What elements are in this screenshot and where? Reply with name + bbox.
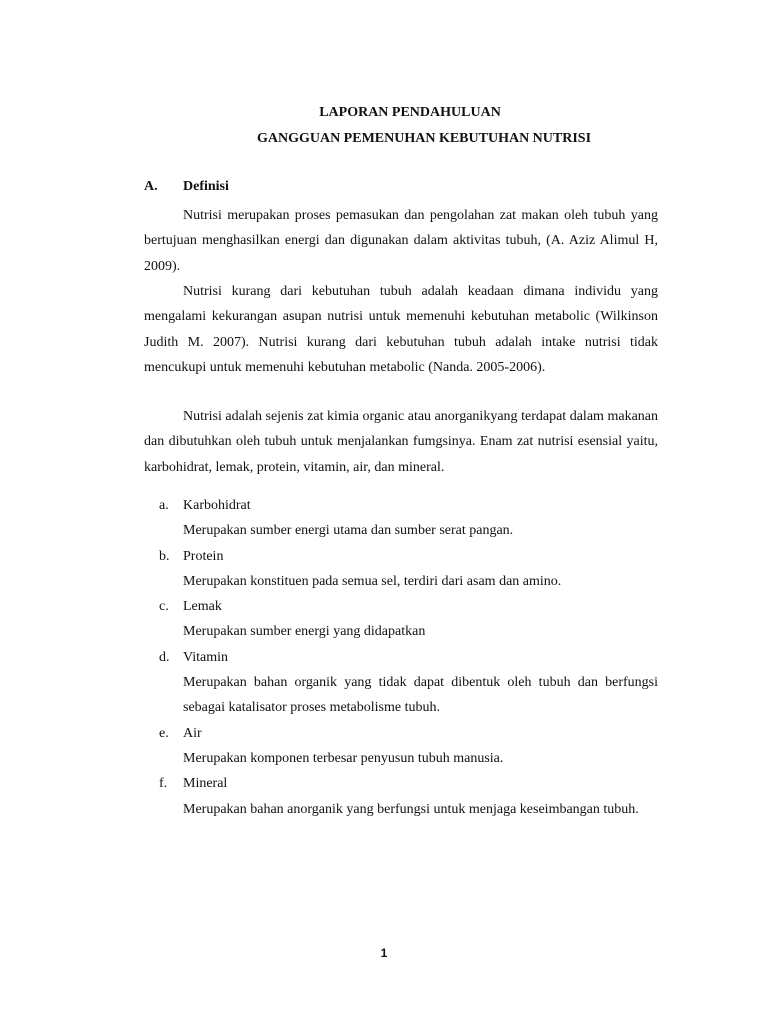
list-item-term: Karbohidrat (183, 498, 251, 513)
list-item-description: Merupakan bahan organik yang tidak dapat dibentuk oleh tubuh dan berfungsi sebagai katalisator proses metabolisme tubuh. (183, 675, 658, 716)
list-marker: a. (159, 498, 169, 513)
list-item-description: Merupakan konstituen pada semua sel, terdiri dari asam dan amino. (183, 573, 562, 589)
list-item-term: Vitamin (183, 649, 229, 665)
list-item-description: Merupakan sumber energi yang didapatkan (183, 624, 426, 640)
list-item (144, 771, 658, 822)
document-title: LAPORAN PENDAHULUAN (319, 105, 501, 120)
list-item-term: Protein (183, 548, 224, 564)
list-item (144, 544, 658, 595)
list-item (144, 594, 658, 645)
list-item-term: Air (183, 725, 202, 741)
list-marker: d. (159, 649, 170, 665)
page-number: 1 (380, 946, 388, 960)
list-marker: b. (159, 548, 170, 564)
list-marker: e. (159, 725, 169, 741)
list-item-description: Merupakan bahan anorganik yang berfungsi untuk menjaga keseimbangan tubuh. (183, 801, 639, 817)
list-item-description: Merupakan komponen terbesar penyusun tubuh manusia. (183, 750, 504, 766)
nutrient-list (144, 493, 658, 822)
list-item-term: Lemak (183, 599, 222, 615)
list-item (144, 493, 658, 544)
list-item (144, 721, 658, 772)
paragraph-2: Nutrisi kurang dari kebutuhan tubuh adalah keadaan dimana individu yang mengalami kekurangan asupan nutrisi untuk memenuhi kebutuhan metabolic (Wilkinson Judith M. 2007). Nutrisi kurang dari kebutuhan tubuh adalah intake nutrisi tidak mencukupi untuk memenuhi kebutuhan metabolic (Nanda. 2005-2006). (144, 284, 658, 375)
list-item-term: Mineral (183, 776, 228, 792)
section-letter: A. (144, 179, 158, 194)
document-subtitle: GANGGUAN PEMENUHAN KEBUTUHAN NUTRISI (256, 131, 592, 146)
list-marker: f. (159, 776, 168, 792)
list-item (144, 645, 658, 721)
list-item-description: Merupakan sumber energi utama dan sumber serat pangan. (183, 523, 514, 539)
section-heading: Definisi (183, 179, 229, 194)
paragraph-1: Nutrisi merupakan proses pemasukan dan pengolahan zat makan oleh tubuh yang bertujuan menghasilkan energi dan digunakan dalam aktivitas tubuh, (A. Aziz Alimul H, 2009). (144, 208, 658, 274)
paragraph-3: Nutrisi adalah sejenis zat kimia organic atau anorganikyang terdapat dalam makanan dan dibutuhkan oleh tubuh untuk menjalankan fumgsinya. Enam zat nutrisi esensial yaitu, karbohidrat, lemak, protein, vitamin, air, dan mineral. (144, 409, 658, 475)
list-marker: c. (159, 599, 169, 615)
